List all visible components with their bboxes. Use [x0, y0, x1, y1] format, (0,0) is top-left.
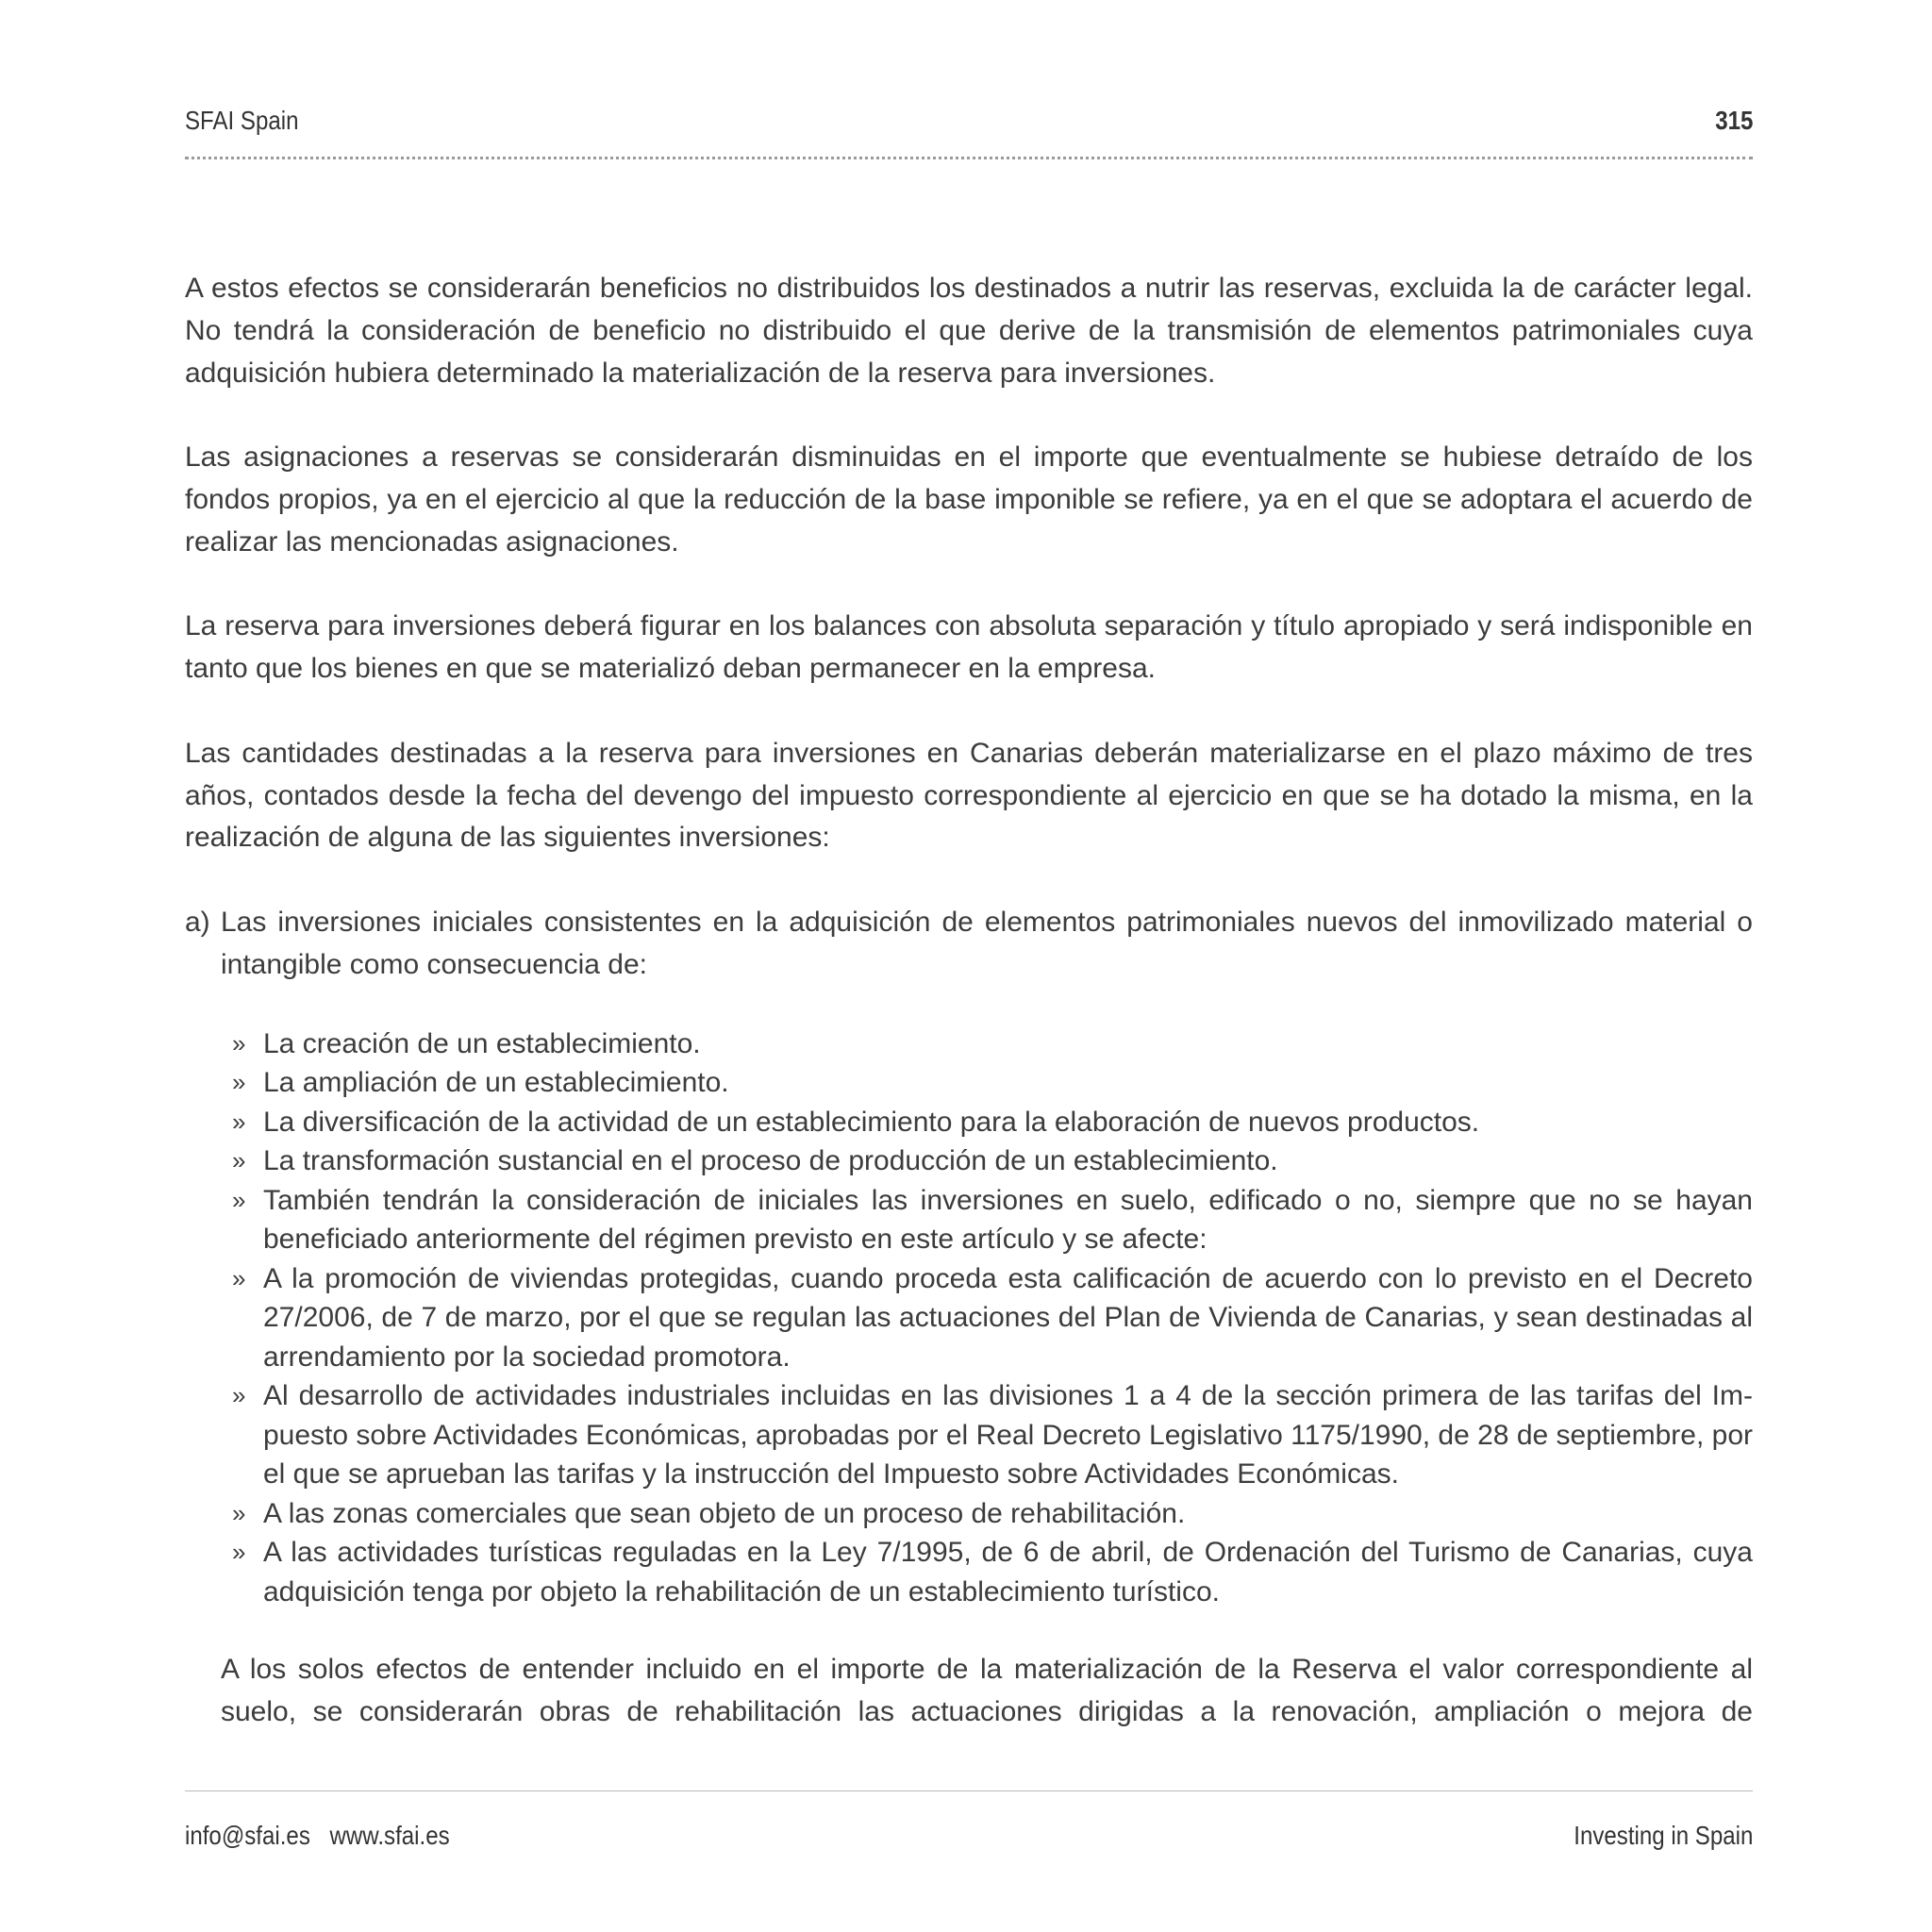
- bullet-item: [232, 1259, 1753, 1377]
- bullet-chevron-icon: »: [232, 1498, 246, 1527]
- bullet-item: [232, 1376, 1753, 1494]
- bullet-item: [232, 1103, 1753, 1142]
- paragraph: Las asignaciones a reservas se considerarán disminuidas en el importe que eventualmente se hubiese detraído de los fondos propios, ya en el ejercicio al que la reducción de la base imponible se refiere, ya en el que se adoptara el acuerdo de realizar las mencionadas asignaciones.: [185, 441, 1753, 558]
- bullet-chevron-icon: »: [232, 1263, 246, 1292]
- bullet-text: La ampliación de un establecimiento.: [263, 1067, 729, 1099]
- paragraph: Las cantidades destinadas a la reserva para inversiones en Canarias deberán materializarse en el plazo máximo de tres años, contados desde la fecha del devengo del impuesto correspondiente al ejercicio en que se ha dotado la misma, en la realización de alguna de las siguientes inversiones:: [185, 737, 1753, 854]
- list-item-text: Las inversiones iniciales consistentes en la adquisición de elementos patrimoniales nuevos del inmovilizado material o intangible como consecuencia de:: [221, 906, 1753, 980]
- header-title: SFAI Spain: [185, 106, 299, 135]
- footer-divider: [185, 1790, 1753, 1791]
- bullet-chevron-icon: »: [232, 1185, 246, 1214]
- bullet-item: [232, 1494, 1753, 1534]
- bullet-text: Al desarrollo de actividades industriales incluidas en las divisiones 1 a 4 de la sección primera de las tarifas del Im-puesto sobre Actividades Económicas, aprobadas por el Real Decreto Legislativo 1175/1990, de 28 de septiembre, por el que se aprueban las tarifas y la instrucción del Impuesto sobre Actividades Económicas.: [263, 1380, 1753, 1491]
- body-content: [185, 268, 1753, 1775]
- paragraph: La reserva para inversiones deberá figurar en los balances con absoluta separación y título apropiado y será indisponible en tanto que los bienes en que se materializó deban permanecer en la empresa.: [185, 610, 1753, 685]
- bullet-text: La transformación sustancial en el proceso de producción de un establecimiento.: [263, 1145, 1278, 1177]
- bullet-item: [232, 1024, 1753, 1064]
- bullet-item: [232, 1063, 1753, 1103]
- bullet-chevron-icon: »: [232, 1107, 246, 1136]
- bullet-text: A las actividades turísticas reguladas en la Ley 7/1995, de 6 de abril, de Ordenación del Turismo de Canarias, cuya adquisición tenga por objeto la rehabilitación de un establecimiento turístico.: [263, 1537, 1753, 1607]
- bullet-item: [232, 1181, 1753, 1259]
- page-footer: [185, 1821, 1753, 1858]
- bullet-chevron-icon: »: [232, 1538, 246, 1567]
- bullet-item: [232, 1533, 1753, 1611]
- closing-paragraph: A los solos efectos de entender incluido en el importe de la materialización de la Reserva el valor correspondiente al suelo, se considerarán obras de rehabilitación las actuaciones dirigidas a la renovación, ampliación o mejora de: [221, 1654, 1753, 1727]
- footer-website-link[interactable]: www.sfai.es: [329, 1821, 450, 1850]
- bullet-text: La diversificación de la actividad de un establecimiento para la elaboración de nuevos productos.: [263, 1106, 1480, 1138]
- bullet-chevron-icon: »: [232, 1146, 246, 1175]
- bullet-chevron-icon: »: [232, 1381, 246, 1410]
- list-item-a: [185, 902, 1753, 987]
- bullet-chevron-icon: »: [232, 1028, 246, 1058]
- footer-contact: [185, 1821, 450, 1851]
- footer-publication-title: Investing in Spain: [1574, 1821, 1754, 1850]
- header-divider: [185, 157, 1753, 159]
- bullet-item: [232, 1141, 1753, 1181]
- paragraph: A estos efectos se considerarán beneficios no distribuidos los destinados a nutrir las reservas, excluida la de carácter legal. No tendrá la consideración de beneficio no distribuido el que derive de la transmisión de elementos patrimoniales cuya adquisición hubiera determinado la materialización de la reserva para inversiones.: [185, 273, 1753, 389]
- bullet-list: [185, 1024, 1753, 1612]
- bullet-chevron-icon: »: [232, 1068, 246, 1097]
- bullet-text: La creación de un establecimiento.: [263, 1027, 701, 1059]
- page-number: 315: [1715, 106, 1754, 135]
- footer-email-link[interactable]: info@sfai.es: [185, 1821, 310, 1850]
- bullet-text: También tendrán la consideración de iniciales las inversiones en suelo, edificado o no, siempre que no se hayan beneficiado anteriormente del régimen previsto en este artículo y se afecte:: [263, 1184, 1753, 1256]
- bullet-text: A la promoción de viviendas protegidas, cuando proceda esta calificación de acuerdo con lo previsto en el Decreto 27/2006, de 7 de marzo, por el que se regulan las actuaciones del Plan de Vivienda de Canarias, y sean destinadas al arrendamiento por la sociedad promotora.: [263, 1262, 1753, 1373]
- bullet-text: A las zonas comerciales que sean objeto de un proceso de rehabilitación.: [263, 1497, 1186, 1529]
- page-header: [185, 106, 1753, 143]
- list-marker: a): [185, 906, 210, 938]
